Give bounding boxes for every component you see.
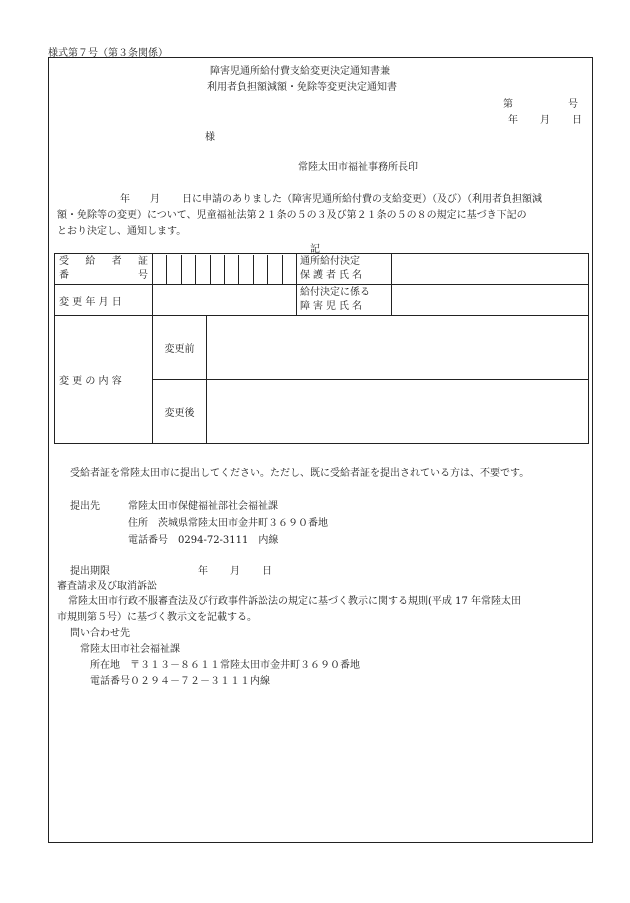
doc-number-label: 第 [503,99,513,110]
inquiry-dept: 常陸太田市社会福祉課 [80,644,180,655]
appeal-heading: 審査請求及び取消訴訟 [57,581,157,592]
submit-phone: 電話番号 0294-72-3111 内線 [128,535,279,546]
appeal-line-1: 常陸太田市行政不服審査法及び行政事件訴訟法の規定に基づく教示に関する規則(平成 17 年常陸太田 [68,596,521,607]
change-table [54,253,589,444]
child-name-field[interactable] [392,285,589,316]
appeal-line-2: 市規則第５号）に基づく教示文を記載する。 [57,612,257,623]
intro-year: 年 [120,194,130,205]
submit-address: 住所 茨城県常陸太田市金井町３６９０番地 [128,518,328,529]
date-month: 月 [540,115,550,126]
form-frame [48,57,593,843]
ki-heading: 記 [310,244,320,255]
intro-line-3: とおり決定し、通知します。 [57,226,187,237]
addressee-suffix: 様 [205,132,215,143]
guardian-name-label: 通所給付決定 保護者氏名 [297,254,392,285]
before-label: 変更前 [153,316,207,380]
recipient-number-label: 受 給 者 証 番 号 [55,254,153,285]
deadline-day: 日 [262,566,272,577]
change-date-field[interactable] [153,285,297,316]
guardian-name-field[interactable] [392,254,589,285]
submit-note: 受給者証を常陸太田市に提出してください。ただし、既に受給者証を提出されている方は、不要です。 [70,468,530,479]
intro-line-1: 日に申請のありました（障害児通所給付費の支給変更）（及び）（利用者負担額減 [182,194,542,205]
issuer: 常陸太田市福祉事務所長印 [298,162,418,173]
title-line-1: 障害児通所給付費支給変更決定通知書兼 [210,66,390,77]
after-field[interactable] [207,380,589,444]
after-label: 変更後 [153,380,207,444]
recipient-number-boxes[interactable] [153,254,297,285]
title-line-2: 利用者負担額減額・免除等変更決定通知書 [207,82,397,93]
change-content-label: 変 更 の 内 容 [55,316,153,444]
submit-dept: 常陸太田市保健福祉部社会福祉課 [128,501,278,512]
form-number: 様式第７号（第３条関係） [48,48,168,59]
change-date-label: 変 更 年 月 日 [55,285,153,316]
child-name-label: 給付決定に係る 障害児氏名 [297,285,392,316]
inquiry-address: 所在地 〒３１３－８６１１常陸太田市金井町３６９０番地 [90,660,360,671]
date-day: 日 [572,115,582,126]
inquiry-phone: 電話番号０２９４－７２－３１１１内線 [90,676,270,687]
doc-number-suffix: 号 [568,99,578,110]
intro-month: 月 [150,194,160,205]
deadline-month: 月 [230,566,240,577]
deadline-label: 提出期限 [70,566,110,577]
deadline-year: 年 [198,566,208,577]
intro-line-2: 額・免除等の変更）について、児童福祉法第２１条の５の３及び第２１条の５の８の規定に基づき下記の [57,210,527,221]
inquiry-heading: 問い合わせ先 [70,628,130,639]
submit-label: 提出先 [70,501,100,512]
date-year: 年 [508,115,518,126]
before-field[interactable] [207,316,589,380]
